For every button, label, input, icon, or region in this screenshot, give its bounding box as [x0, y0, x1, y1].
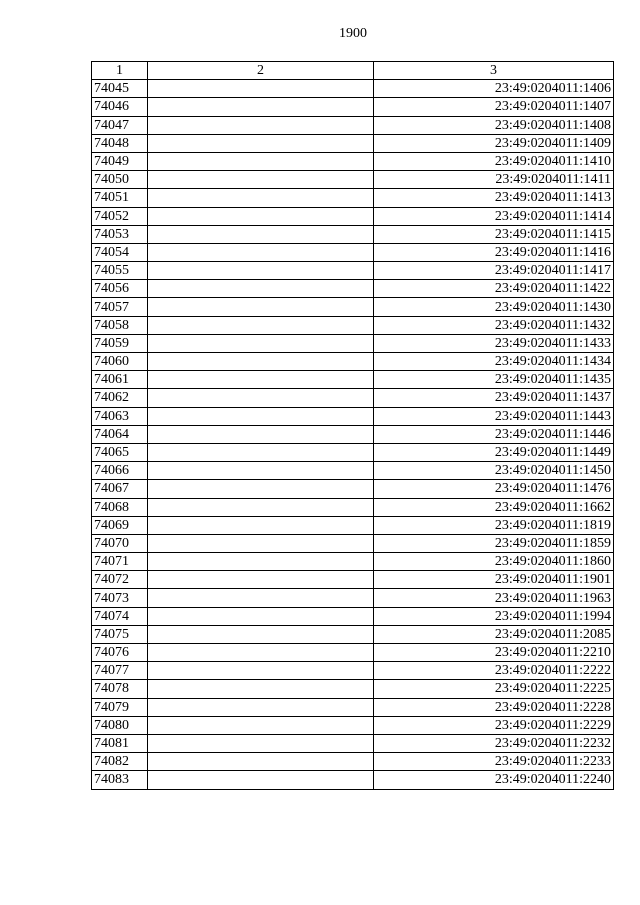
table-row — [92, 771, 614, 789]
row-number-cell: 74074 — [92, 607, 148, 625]
table-row — [92, 644, 614, 662]
row-number-cell: 74076 — [92, 644, 148, 662]
table-row — [92, 316, 614, 334]
table-row — [92, 262, 614, 280]
row-description-cell — [148, 625, 374, 643]
row-description-cell — [148, 534, 374, 552]
cadastral-number-cell: 23:49:0204011:1450 — [374, 462, 614, 480]
row-description-cell — [148, 262, 374, 280]
cadastral-number-cell: 23:49:0204011:2085 — [374, 625, 614, 643]
row-number-cell: 74047 — [92, 116, 148, 134]
row-number-cell: 74055 — [92, 262, 148, 280]
row-number-cell: 74070 — [92, 534, 148, 552]
table-row — [92, 298, 614, 316]
row-description-cell — [148, 116, 374, 134]
cadastral-number-cell: 23:49:0204011:1433 — [374, 334, 614, 352]
row-description-cell — [148, 462, 374, 480]
cadastral-number-cell: 23:49:0204011:2232 — [374, 734, 614, 752]
row-description-cell — [148, 80, 374, 98]
row-number-cell: 74063 — [92, 407, 148, 425]
row-description-cell — [148, 480, 374, 498]
cadastral-number-cell: 23:49:0204011:1417 — [374, 262, 614, 280]
table-row — [92, 407, 614, 425]
table-row — [92, 243, 614, 261]
cadastral-number-cell: 23:49:0204011:1434 — [374, 353, 614, 371]
cadastral-number-cell: 23:49:0204011:1416 — [374, 243, 614, 261]
cadastral-number-cell: 23:49:0204011:1446 — [374, 425, 614, 443]
table-row — [92, 589, 614, 607]
row-number-cell: 74050 — [92, 171, 148, 189]
table-row — [92, 625, 614, 643]
cadastral-number-cell: 23:49:0204011:1408 — [374, 116, 614, 134]
table-row — [92, 98, 614, 116]
row-number-cell: 74077 — [92, 662, 148, 680]
row-number-cell: 74056 — [92, 280, 148, 298]
row-number-cell: 74082 — [92, 753, 148, 771]
row-number-cell: 74071 — [92, 553, 148, 571]
row-number-cell: 74057 — [92, 298, 148, 316]
table-row — [92, 753, 614, 771]
row-number-cell: 74062 — [92, 389, 148, 407]
table-row — [92, 134, 614, 152]
row-number-cell: 74045 — [92, 80, 148, 98]
row-number-cell: 74079 — [92, 698, 148, 716]
cadastral-number-cell: 23:49:0204011:1414 — [374, 207, 614, 225]
row-number-cell: 74060 — [92, 353, 148, 371]
table-row — [92, 607, 614, 625]
cadastral-number-cell: 23:49:0204011:2225 — [374, 680, 614, 698]
cadastral-number-cell: 23:49:0204011:1409 — [374, 134, 614, 152]
cadastral-number-cell: 23:49:0204011:1859 — [374, 534, 614, 552]
cadastral-number-cell: 23:49:0204011:1407 — [374, 98, 614, 116]
cadastral-number-cell: 23:49:0204011:1422 — [374, 280, 614, 298]
cadastral-number-cell: 23:49:0204011:1994 — [374, 607, 614, 625]
table-row — [92, 716, 614, 734]
row-number-cell: 74066 — [92, 462, 148, 480]
row-description-cell — [148, 571, 374, 589]
row-description-cell — [148, 152, 374, 170]
row-description-cell — [148, 553, 374, 571]
table-header-row — [92, 62, 614, 80]
row-description-cell — [148, 243, 374, 261]
cadastral-number-cell: 23:49:0204011:1662 — [374, 498, 614, 516]
page-number: 1900 — [339, 26, 367, 41]
table-row — [92, 280, 614, 298]
table-row — [92, 207, 614, 225]
row-description-cell — [148, 389, 374, 407]
table-row — [92, 225, 614, 243]
row-description-cell — [148, 589, 374, 607]
cadastral-number-cell: 23:49:0204011:1449 — [374, 443, 614, 461]
row-description-cell — [148, 280, 374, 298]
table-row — [92, 534, 614, 552]
row-description-cell — [148, 207, 374, 225]
row-number-cell: 74080 — [92, 716, 148, 734]
row-description-cell — [148, 516, 374, 534]
cadastral-number-cell: 23:49:0204011:1437 — [374, 389, 614, 407]
row-description-cell — [148, 734, 374, 752]
row-number-cell: 74064 — [92, 425, 148, 443]
table-row — [92, 734, 614, 752]
row-description-cell — [148, 407, 374, 425]
cadastral-number-cell: 23:49:0204011:1406 — [374, 80, 614, 98]
row-number-cell: 74073 — [92, 589, 148, 607]
cadastral-number-cell: 23:49:0204011:1963 — [374, 589, 614, 607]
row-description-cell — [148, 443, 374, 461]
cadastral-number-cell: 23:49:0204011:1476 — [374, 480, 614, 498]
table-row — [92, 334, 614, 352]
row-number-cell: 74065 — [92, 443, 148, 461]
cadastral-number-cell: 23:49:0204011:1443 — [374, 407, 614, 425]
row-number-cell: 74067 — [92, 480, 148, 498]
row-number-cell: 74069 — [92, 516, 148, 534]
table-row — [92, 389, 614, 407]
row-description-cell — [148, 753, 374, 771]
cadastral-number-cell: 23:49:0204011:1413 — [374, 189, 614, 207]
cadastral-number-cell: 23:49:0204011:1901 — [374, 571, 614, 589]
row-description-cell — [148, 498, 374, 516]
row-number-cell: 74048 — [92, 134, 148, 152]
cadastral-number-cell: 23:49:0204011:1410 — [374, 152, 614, 170]
table-row — [92, 571, 614, 589]
column-header-2: 2 — [148, 62, 374, 80]
table-row — [92, 498, 614, 516]
row-description-cell — [148, 225, 374, 243]
row-number-cell: 74054 — [92, 243, 148, 261]
row-description-cell — [148, 316, 374, 334]
table-row — [92, 189, 614, 207]
table-row — [92, 443, 614, 461]
row-number-cell: 74083 — [92, 771, 148, 789]
cadastral-number-cell: 23:49:0204011:1860 — [374, 553, 614, 571]
row-description-cell — [148, 371, 374, 389]
row-number-cell: 74068 — [92, 498, 148, 516]
row-number-cell: 74081 — [92, 734, 148, 752]
table-row — [92, 425, 614, 443]
table-row — [92, 662, 614, 680]
row-description-cell — [148, 680, 374, 698]
cadastral-number-cell: 23:49:0204011:2240 — [374, 771, 614, 789]
row-number-cell: 74046 — [92, 98, 148, 116]
row-description-cell — [148, 716, 374, 734]
row-number-cell: 74061 — [92, 371, 148, 389]
row-description-cell — [148, 607, 374, 625]
table-row — [92, 80, 614, 98]
row-number-cell: 74053 — [92, 225, 148, 243]
row-description-cell — [148, 771, 374, 789]
row-description-cell — [148, 334, 374, 352]
row-number-cell: 74072 — [92, 571, 148, 589]
row-number-cell: 74078 — [92, 680, 148, 698]
row-number-cell: 74059 — [92, 334, 148, 352]
table-row — [92, 553, 614, 571]
table-row — [92, 353, 614, 371]
column-header-3: 3 — [374, 62, 614, 80]
cadastral-number-cell: 23:49:0204011:1415 — [374, 225, 614, 243]
cadastral-number-cell: 23:49:0204011:1819 — [374, 516, 614, 534]
table-row — [92, 516, 614, 534]
cadastral-number-cell: 23:49:0204011:2233 — [374, 753, 614, 771]
table-row — [92, 371, 614, 389]
table-row — [92, 171, 614, 189]
row-number-cell: 74051 — [92, 189, 148, 207]
row-description-cell — [148, 171, 374, 189]
row-description-cell — [148, 189, 374, 207]
cadastral-number-cell: 23:49:0204011:1432 — [374, 316, 614, 334]
row-description-cell — [148, 298, 374, 316]
row-number-cell: 74058 — [92, 316, 148, 334]
row-description-cell — [148, 425, 374, 443]
row-description-cell — [148, 698, 374, 716]
cadastral-number-cell: 23:49:0204011:2222 — [374, 662, 614, 680]
column-header-1: 1 — [92, 62, 148, 80]
row-description-cell — [148, 134, 374, 152]
row-number-cell: 74049 — [92, 152, 148, 170]
row-description-cell — [148, 662, 374, 680]
cadastral-number-cell: 23:49:0204011:1435 — [374, 371, 614, 389]
cadastral-number-cell: 23:49:0204011:1411 — [374, 171, 614, 189]
row-number-cell: 74075 — [92, 625, 148, 643]
table-row — [92, 462, 614, 480]
cadastral-number-cell: 23:49:0204011:1430 — [374, 298, 614, 316]
table-row — [92, 480, 614, 498]
row-description-cell — [148, 644, 374, 662]
cadastral-number-cell: 23:49:0204011:2229 — [374, 716, 614, 734]
data-table — [91, 61, 614, 790]
table-row — [92, 698, 614, 716]
row-number-cell: 74052 — [92, 207, 148, 225]
table-row — [92, 680, 614, 698]
table-row — [92, 152, 614, 170]
cadastral-number-cell: 23:49:0204011:2228 — [374, 698, 614, 716]
row-description-cell — [148, 98, 374, 116]
table-row — [92, 116, 614, 134]
row-description-cell — [148, 353, 374, 371]
cadastral-number-cell: 23:49:0204011:2210 — [374, 644, 614, 662]
